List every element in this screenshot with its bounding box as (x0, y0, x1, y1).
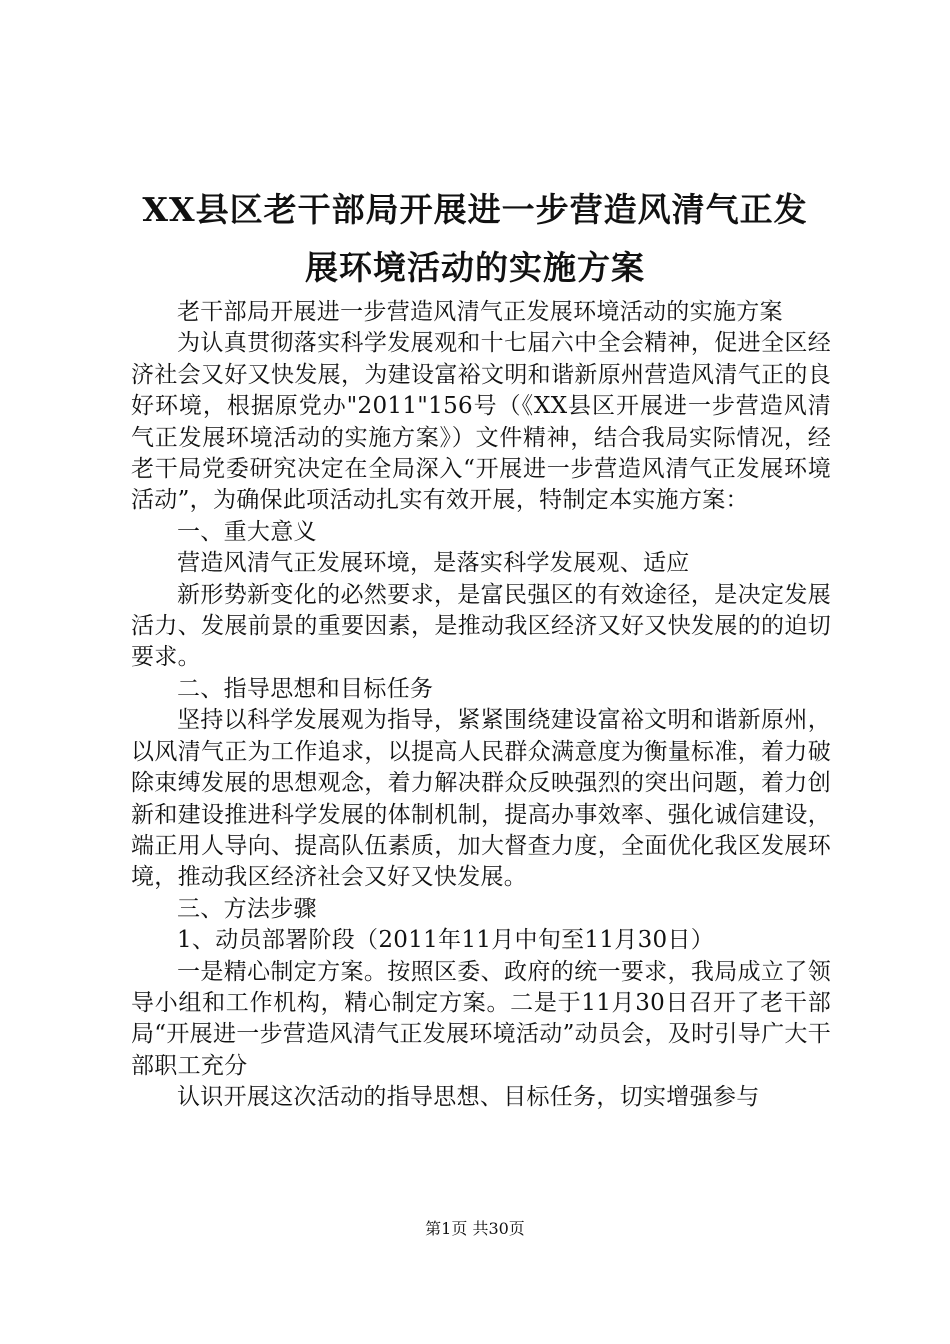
section-heading: 一、重大意义 (177, 518, 317, 545)
body-paragraph: 一是精心制定方案。按照区委、政府的统一要求，我局成立了领导小组和工作机构，精心制定方案。二是于11月30日召开了老干部局“开展进一步营造风清气正发展环境活动”动员会，及时引导广大干部职工充分 (131, 958, 831, 1079)
document-title-line-2: 展环境活动的实施方案 (305, 248, 645, 287)
page-number-footer: 第1页 共30页 (425, 1219, 525, 1238)
body-paragraph: 营造风清气正发展环境，是落实科学发展观、适应 (177, 550, 690, 577)
body-paragraph: 新形势新变化的必然要求，是富民强区的有效途径，是决定发展活力、发展前景的重要因素，是推动我区经济又好又快发展的的迫切要求。 (131, 581, 831, 671)
body-paragraph: 认识开展这次活动的指导思想、目标任务，切实增强参与 (177, 1084, 760, 1111)
document-title-line-1: XX县区老干部局开展进一步营造风清气正发 (142, 190, 808, 229)
document-body (131, 297, 831, 1114)
body-paragraph: 老干部局开展进一步营造风清气正发展环境活动的实施方案 (177, 299, 783, 325)
section-heading: 三、方法步骤 (177, 895, 317, 922)
body-paragraph: 为认真贯彻落实科学发展观和十七届六中全会精神，促进全区经济社会又好又快发展，为建设富裕文明和谐新原州营造风清气正的良好环境，根据原党办"2011"156号（《XX县区开展进一步营造风清气正发展环境活动的实施方案》）文件精神，结合我局实际情况，经老干局党委研究决定在全局深入“开展进一步营造风清气正发展环境活动”，为确保此项活动扎实有效开展，特制定本实施方案： (131, 330, 831, 514)
body-paragraph: 坚持以科学发展观为指导，紧紧围绕建设富裕文明和谐新原州，以风清气正为工作追求，以提高人民群众满意度为衡量标准，着力破除束缚发展的思想观念，着力解决群众反映强烈的突出问题，着力创新和建设推进科学发展的体制机制，提高办事效率、强化诚信建设，端正用人导向、提高队伍素质，加大督查力度，全面优化我区发展环境，推动我区经济社会又好又快发展。 (131, 707, 831, 891)
section-heading: 二、指导思想和目标任务 (177, 675, 434, 702)
subsection-heading: 1、动员部署阶段（2011年11月中旬至11月30日） (177, 927, 715, 954)
